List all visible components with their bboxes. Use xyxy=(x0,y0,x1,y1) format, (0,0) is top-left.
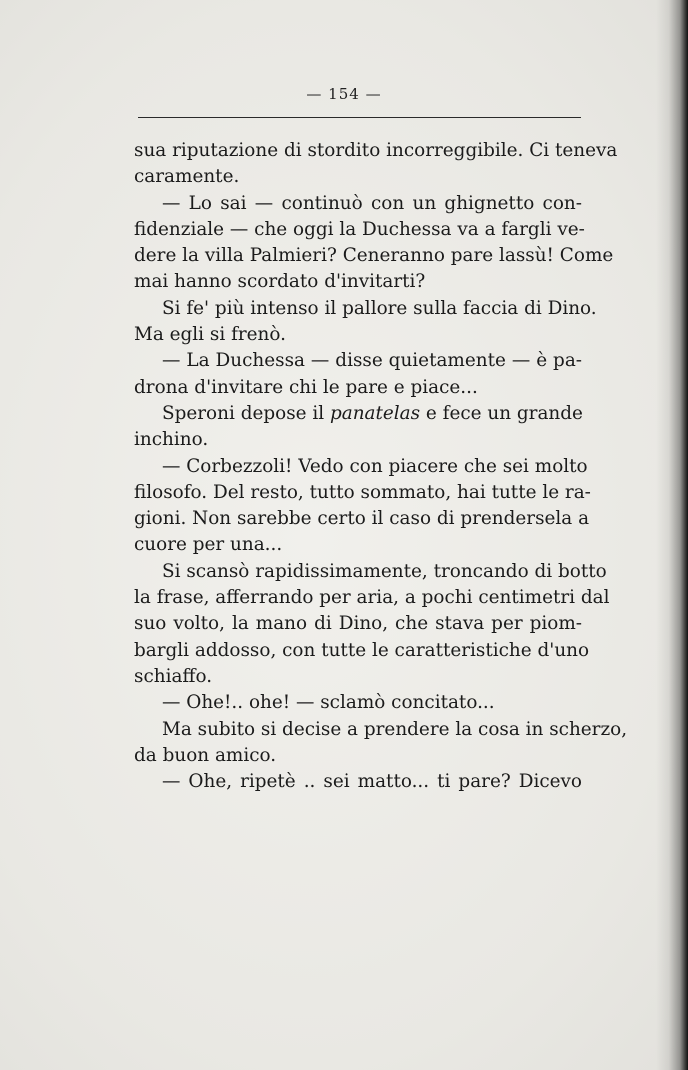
text-line: la frase, afferrando per aria, a pochi centimetri dal xyxy=(134,587,610,609)
page-number: — 154 — xyxy=(306,85,382,103)
text-line: — Ohe, ripetè .. sei matto... ti pare? Dicevo xyxy=(162,771,582,793)
text-line: drona d'invitare chi le pare e piace... xyxy=(134,376,478,398)
text-line: — Corbezzoli! Vedo con piacere che sei molto xyxy=(162,455,588,477)
page-spine-shadow xyxy=(656,0,688,1070)
text-line: Ma egli si frenò. xyxy=(134,324,286,346)
text-line: filosofo. Del resto, tutto sommato, hai tutte le ra- xyxy=(134,481,591,503)
text-line: sua riputazione di stordito incorreggibile. Ci teneva xyxy=(134,140,618,161)
body-text xyxy=(134,138,628,795)
text-line: da buon amico. xyxy=(134,744,277,766)
text-line: cuore per una... xyxy=(134,534,283,556)
text-line: dere la villa Palmieri? Ceneranno pare lassù! Come xyxy=(134,245,614,267)
text-line: suo volto, la mano di Dino, che stava per piom- xyxy=(134,613,582,635)
text-line: — Ohe!.. ohe! — sclamò concitato... xyxy=(162,692,495,714)
text-segment: e fece un grande xyxy=(420,402,583,424)
text-line: — Lo sai — continuò con un ghignetto con- xyxy=(162,192,582,214)
text-line: inchino. xyxy=(134,429,209,451)
text-line xyxy=(134,401,582,427)
italic-term: panatelas xyxy=(329,402,421,424)
text-line: Ma subito si decise a prendere la cosa in scherzo, xyxy=(162,718,628,740)
text-line: bargli addosso, con tutte le caratteristiche d'uno xyxy=(134,639,590,661)
text-line: fidenziale — che oggi la Duchessa va a fargli ve- xyxy=(134,218,585,240)
header-rule xyxy=(138,117,581,118)
text-line: Si fe' più intenso il pallore sulla faccia di Dino. xyxy=(162,297,597,319)
text-line: Si scansò rapidissimamente, troncando di botto xyxy=(162,560,607,582)
text-line: mai hanno scordato d'invitarti? xyxy=(134,271,426,293)
text-line: schiaffo. xyxy=(134,665,213,687)
text-line: — La Duchessa — disse quietamente — è pa- xyxy=(162,350,582,372)
text-line: caramente. xyxy=(134,166,240,188)
text-segment: Speroni depose il xyxy=(162,402,330,424)
text-line: gioni. Non sarebbe certo il caso di prendersela a xyxy=(134,508,590,530)
